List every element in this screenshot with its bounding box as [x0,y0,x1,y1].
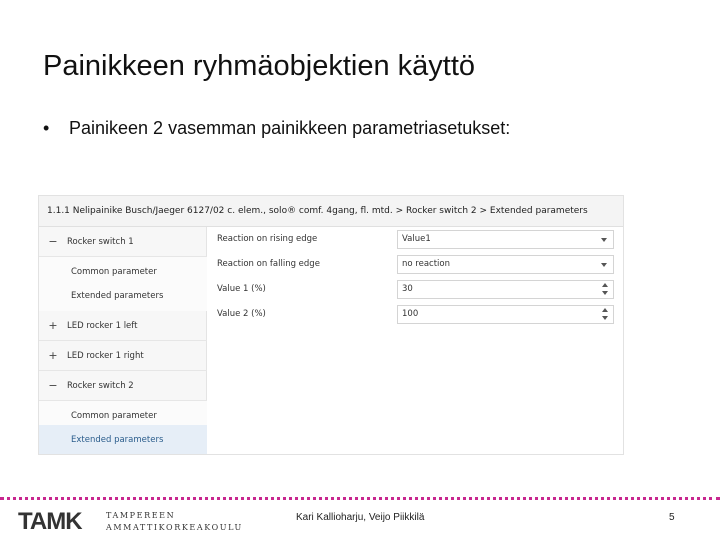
footer-divider [0,497,720,500]
tree-item-led-rocker-1-right[interactable] [39,341,207,371]
spinner-arrows-icon[interactable] [602,308,609,321]
tree-item-label: Common parameter [71,267,157,277]
tree-item-label: Rocker switch 2 [67,381,134,391]
param-row-value-1 [214,277,619,302]
logo-mark: TAMK [18,508,82,535]
param-label: Reaction on rising edge [217,234,318,244]
parameter-tree [39,227,207,455]
param-label: Value 1 (%) [217,284,266,294]
tree-item-label: Extended parameters [71,291,164,301]
spinner-value: 100 [402,309,419,319]
tree-item-label: Extended parameters [71,435,164,445]
expand-icon[interactable]: + [48,319,58,332]
logo-line-1: TAMPEREEN [106,511,176,520]
logo-line-2: AMMATTIKORKEAKOULU [106,523,243,532]
bullet-text: Painikeen 2 vasemman painikkeen parametriasetukset: [69,118,511,138]
param-row-rising-edge [214,227,619,252]
falling-edge-dropdown[interactable] [397,255,614,274]
tree-item-rocker-switch-2[interactable] [39,371,207,401]
tree-item-label: Common parameter [71,411,157,421]
tree-item-extended-parameters-2[interactable] [39,425,207,455]
ets-parameter-screenshot [38,195,624,455]
spinner-value: 30 [402,284,413,294]
tree-item-led-rocker-1-left[interactable] [39,311,207,341]
tree-item-label: LED rocker 1 right [67,351,144,361]
slide-title: Painikkeen ryhmäobjektien käyttö [43,50,476,82]
param-label: Value 2 (%) [217,309,266,319]
param-row-value-2 [214,302,619,327]
collapse-icon[interactable]: − [48,379,58,392]
page-number: 5 [669,512,675,523]
bullet-symbol: • [43,118,50,138]
chevron-down-icon[interactable] [601,238,607,242]
value-2-spinner[interactable] [397,305,614,324]
logo-text [106,510,243,534]
param-label: Reaction on falling edge [217,259,320,269]
collapse-icon[interactable]: − [48,235,58,248]
tree-item-label: LED rocker 1 left [67,321,138,331]
bullet-item [43,118,510,139]
tamk-logo [18,508,248,536]
tree-item-label: Rocker switch 1 [67,237,134,247]
rising-edge-dropdown[interactable] [397,230,614,249]
spinner-arrows-icon[interactable] [602,283,609,296]
footer-authors: Kari Kallioharju, Veijo Piikkilä [296,512,425,523]
tree-item-extended-parameters-1[interactable] [39,281,207,311]
param-row-falling-edge [214,252,619,277]
chevron-down-icon[interactable] [601,263,607,267]
value-1-spinner[interactable] [397,280,614,299]
dropdown-value: Value1 [402,234,431,244]
dropdown-value: no reaction [402,259,450,269]
breadcrumb: 1.1.1 Nelipainike Busch/Jaeger 6127/02 c. elem., solo® comf. 4gang, fl. mtd. > Rocker switch 2 > Extended parameters [39,196,623,227]
tree-item-rocker-switch-1[interactable] [39,227,207,257]
expand-icon[interactable]: + [48,349,58,362]
